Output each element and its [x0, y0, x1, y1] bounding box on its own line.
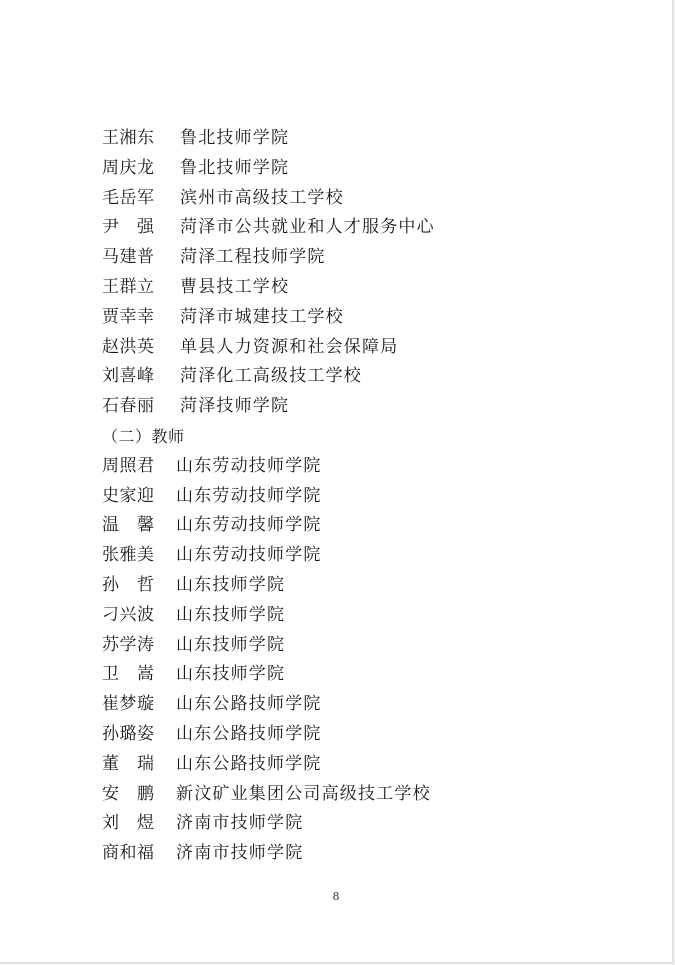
list-item: [102, 362, 435, 392]
organization: 单县人力资源和社会保障局: [180, 336, 399, 357]
list-item: [102, 243, 435, 273]
person-name: 苏学涛: [102, 634, 155, 655]
person-name: 史家迎: [102, 485, 155, 506]
list-item: [102, 511, 435, 541]
list-item: [102, 720, 435, 750]
organization: 新汶矿业集团公司高级技工学校: [176, 783, 431, 804]
list-item: [102, 690, 435, 720]
list-item: [102, 541, 435, 571]
organization: 鲁北技师学院: [180, 128, 290, 148]
person-name: 安 鹏: [102, 783, 155, 804]
person-name: 刘喜峰: [102, 366, 155, 387]
section-heading: （二）教师: [102, 426, 185, 446]
organization: 山东技师学院: [176, 664, 286, 685]
list-item: [102, 273, 435, 303]
page-number: 8: [332, 890, 340, 903]
organization: 菏泽化工高级技工学校: [180, 366, 362, 387]
person-name: 刁兴波: [102, 604, 155, 625]
list-item: [102, 333, 435, 363]
list-item: [102, 184, 435, 214]
list-item: [102, 780, 435, 810]
organization: 济南市技师学院: [176, 813, 304, 834]
organization: 济南市技师学院: [176, 843, 304, 864]
list-item: [102, 154, 435, 184]
name-list: [102, 124, 435, 869]
organization: 菏泽市城建技工学校: [180, 306, 344, 327]
organization: 山东公路技师学院: [176, 723, 322, 744]
person-name: 周照君: [102, 455, 155, 476]
list-item: [102, 124, 435, 154]
organization: 山东劳动技师学院: [176, 545, 322, 566]
list-item: [102, 631, 435, 661]
organization: 曹县技工学校: [180, 276, 290, 297]
person-name: 孙璐姿: [102, 723, 155, 744]
organization: 滨州市高级技工学校: [180, 187, 344, 208]
list-item: [102, 839, 435, 869]
person-name: 毛岳军: [102, 187, 155, 208]
organization: 山东技师学院: [176, 604, 286, 625]
person-name: 周庆龙: [102, 157, 155, 178]
person-name: 刘 煜: [102, 813, 155, 834]
person-name: 温 馨: [102, 515, 155, 536]
person-name: 卫 嵩: [102, 664, 155, 685]
person-name: 董 瑞: [102, 753, 155, 774]
person-name: 王湘东: [102, 128, 155, 148]
list-item: [102, 601, 435, 631]
organization: 菏泽工程技师学院: [180, 247, 326, 268]
list-item: [102, 392, 435, 422]
organization: 菏泽市公共就业和人才服务中心: [180, 217, 435, 238]
list-item: [102, 571, 435, 601]
person-name: 王群立: [102, 276, 155, 297]
organization: 山东劳动技师学院: [176, 515, 322, 536]
person-name: 尹 强: [102, 217, 155, 238]
person-name: 张雅美: [102, 545, 155, 566]
organization: 山东劳动技师学院: [176, 485, 322, 506]
list-item: [102, 482, 435, 512]
list-item: [102, 809, 435, 839]
organization: 菏泽技师学院: [180, 396, 290, 417]
list-item: [102, 213, 435, 243]
organization: 山东公路技师学院: [176, 694, 322, 715]
person-name: 马建普: [102, 247, 155, 268]
person-name: 赵洪英: [102, 336, 155, 357]
person-name: 石春丽: [102, 396, 155, 417]
organization: 山东技师学院: [176, 574, 286, 595]
list-item: [102, 452, 435, 482]
organization: 山东劳动技师学院: [176, 455, 322, 476]
person-name: 商和福: [102, 843, 155, 864]
person-name: 崔梦璇: [102, 694, 155, 715]
person-name: 贾幸幸: [102, 306, 155, 327]
organization: 鲁北技师学院: [180, 157, 290, 178]
organization: 山东技师学院: [176, 634, 286, 655]
list-item: [102, 303, 435, 333]
person-name: 孙 哲: [102, 574, 155, 595]
organization: 山东公路技师学院: [176, 753, 322, 774]
list-item: [102, 660, 435, 690]
list-item: [102, 750, 435, 780]
